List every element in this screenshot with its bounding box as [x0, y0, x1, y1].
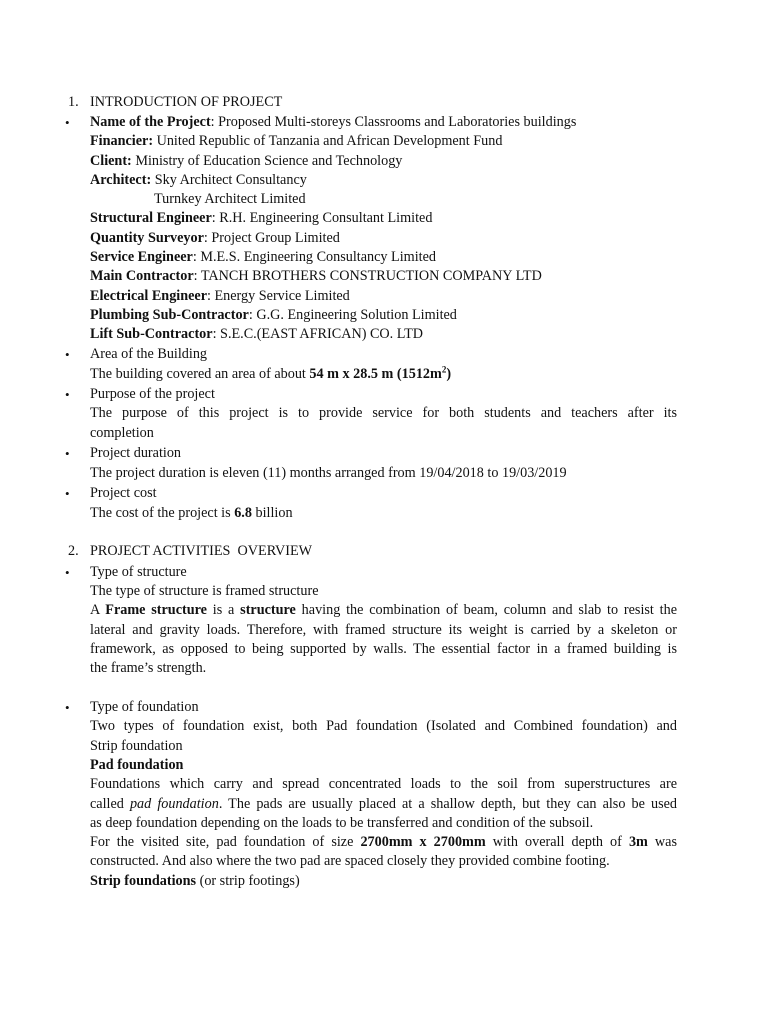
structure-text: A [90, 602, 106, 618]
foundation-line: Strip foundation [90, 738, 183, 754]
lift-line [90, 325, 423, 345]
structure-line: the frame’s strength. [90, 660, 207, 676]
bullet-icon: • [65, 115, 70, 130]
field-label: Structural Engineer [90, 210, 212, 226]
bullet-icon: • [65, 347, 70, 362]
section-number: 1. [68, 94, 79, 110]
strip-text: (or strip footings) [196, 873, 300, 889]
site-line [90, 833, 677, 853]
structure-line: The type of structure is framed structure [90, 583, 319, 599]
field-label: Architect: [90, 172, 152, 188]
field-label: Lift Sub-Contractor [90, 326, 213, 342]
field-value: : M.E.S. Engineering Consultancy Limited [192, 249, 436, 265]
site-text: was [647, 834, 677, 850]
area-text [90, 365, 451, 385]
field-value: : Proposed Multi-storeys Classrooms and Laboratories buildings [210, 114, 577, 130]
architect-line [90, 171, 307, 191]
bullet-icon: • [65, 700, 70, 715]
field-value: : Project Group Limited [203, 230, 340, 246]
structure-heading: Type of structure [90, 564, 187, 580]
structure-line: framework, as opposed to being supported by walls. The essential factor in a framed building is [90, 641, 677, 657]
structure-line: lateral and gravity loads. Therefore, with framed structure its weight is carried by a skeleton or [90, 622, 677, 638]
purpose-heading: Purpose of the project [90, 386, 215, 402]
site-bold: 2700mm x 2700mm [360, 834, 486, 850]
bullet-icon: • [65, 387, 70, 402]
electrical-engineer-line [90, 287, 350, 307]
quantity-surveyor-line [90, 229, 340, 249]
cost-text [90, 504, 293, 524]
field-label: Service Engineer [90, 249, 193, 265]
field-value: Ministry of Education Science and Technology [131, 153, 403, 169]
pad-text: . The pads are usually placed at a shallow depth, but they can also be used [218, 796, 677, 812]
section-title: INTRODUCTION OF PROJECT [90, 94, 283, 110]
field-value: : G.G. Engineering Solution Limited [248, 307, 457, 323]
structure-bold: structure [240, 602, 296, 618]
pad-line: as deep foundation depending on the loads to be transferred and condition of the subsoil. [90, 815, 594, 831]
structure-text: having the combination of beam, column and slab to resist the [295, 602, 677, 618]
strip-bold: Strip foundations [90, 873, 197, 889]
bullet-icon: • [65, 486, 70, 501]
foundation-line: Two types of foundation exist, both Pad foundation (Isolated and Combined foundation) and [90, 718, 677, 734]
area-heading: Area of the Building [90, 346, 208, 362]
section-title: PROJECT ACTIVITIES OVERVIEW [90, 543, 313, 559]
field-label: Main Contractor [90, 268, 194, 284]
project-name-line [90, 113, 576, 133]
area-value [309, 366, 451, 382]
area-value-main: 54 m x 28.5 m (1512m [309, 366, 442, 382]
pad-line: Foundations which carry and spread concentrated loads to the soil from superstructures are [90, 776, 677, 792]
service-engineer-line [90, 248, 436, 268]
area-value-end: ) [446, 366, 452, 382]
field-label: Client: [90, 153, 132, 169]
purpose-line: The purpose of this project is to provide service for both students and teachers after its [90, 405, 677, 421]
field-value: : TANCH BROTHERS CONSTRUCTION COMPANY LTD [193, 268, 542, 284]
main-contractor-line [90, 267, 542, 287]
field-value: : S.E.C.(EAST AFRICAN) CO. LTD [212, 326, 424, 342]
cost-heading: Project cost [90, 485, 157, 501]
field-value: United Republic of Tanzania and African Development Fund [153, 133, 503, 149]
duration-text: The project duration is eleven (11) months arranged from 19/04/2018 to 19/03/2019 [90, 465, 567, 481]
pad-foundation-heading [90, 756, 183, 776]
site-text: with overall depth of [485, 834, 629, 850]
architect-line-2: Turnkey Architect Limited [154, 191, 306, 207]
site-bold: 3m [628, 834, 648, 850]
field-label: Financier: [90, 133, 154, 149]
section-number: 2. [68, 543, 79, 559]
field-value: : Energy Service Limited [207, 288, 350, 304]
structure-bold: Frame structure [105, 602, 207, 618]
purpose-line: completion [90, 425, 154, 441]
pad-heading-text: Pad foundation [90, 757, 184, 773]
structure-text: is a [206, 602, 241, 618]
area-superscript: 2 [441, 364, 447, 375]
client-line [90, 152, 402, 172]
structural-engineer-line [90, 209, 432, 229]
field-value: : R.H. Engineering Consultant Limited [211, 210, 433, 226]
cost-text-post: billion [251, 505, 293, 521]
pad-text: called [90, 796, 130, 812]
field-label: Quantity Surveyor [90, 230, 204, 246]
strip-foundation-line [90, 872, 300, 892]
cost-text-pre: The cost of the project is [90, 505, 235, 521]
cost-value: 6.8 [234, 505, 252, 521]
pad-line [90, 795, 677, 815]
structure-line [90, 601, 677, 621]
site-text: For the visited site, pad foundation of size [90, 834, 361, 850]
duration-heading: Project duration [90, 445, 182, 461]
field-label: Plumbing Sub-Contractor [90, 307, 249, 323]
area-text-pre: The building covered an area of about [90, 366, 310, 382]
foundation-heading: Type of foundation [90, 699, 199, 715]
plumbing-line [90, 306, 457, 326]
pad-italic: pad foundation [129, 796, 219, 812]
bullet-icon: • [65, 446, 70, 461]
field-value: Sky Architect Consultancy [151, 172, 307, 188]
financier-line [90, 132, 502, 152]
field-label: Name of the Project [90, 114, 211, 130]
field-label: Electrical Engineer [90, 288, 208, 304]
bullet-icon: • [65, 565, 70, 580]
site-line: constructed. And also where the two pad are spaced closely they provided combine footing. [90, 853, 610, 869]
